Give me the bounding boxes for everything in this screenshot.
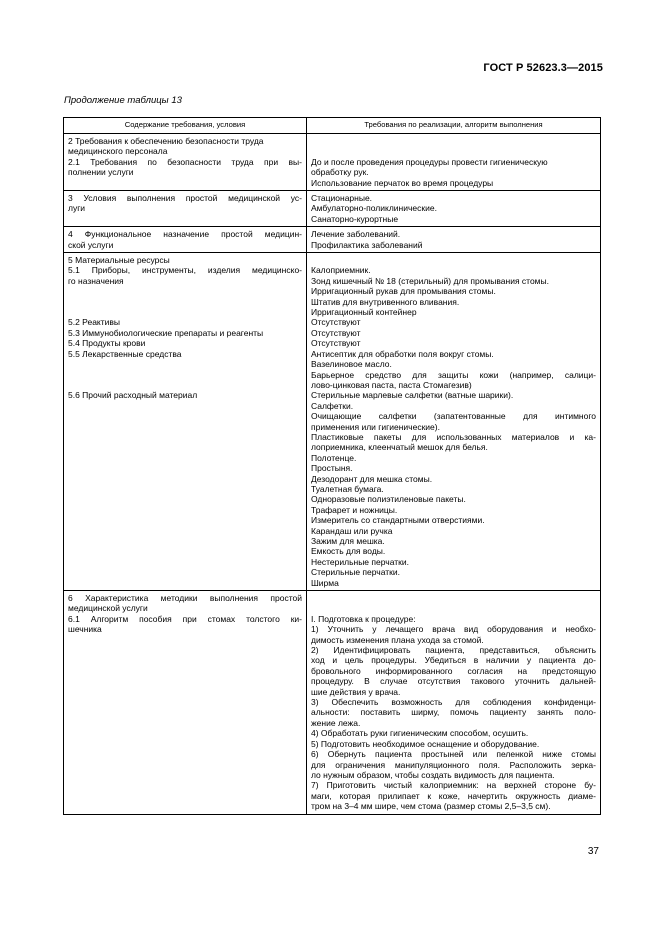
col1-header: Содержание требования, условия xyxy=(64,118,307,134)
cell-line: 4) Обработать руки гигиеническим способом, осушить. xyxy=(311,728,529,739)
cell-line: 5.1 Приборы, инструменты, изделия медицинско- xyxy=(68,265,302,276)
cell-line: медицинской услуги xyxy=(68,603,148,614)
cell-line: Отсутствуют xyxy=(311,327,361,338)
cell-line: луги xyxy=(68,203,86,214)
cell-line: Трафарет и ножницы. xyxy=(311,504,398,515)
cell-line: Салфетки. xyxy=(311,400,354,411)
cell-line: Туалетная бумага. xyxy=(311,483,384,494)
cell-line: Использование перчаток во время процедуры xyxy=(311,177,494,188)
cell-line: лоприемника, клеенчатый мешок для белья. xyxy=(311,442,488,453)
cell-line: До и после проведения процедуры провести гигиеническую xyxy=(311,156,548,167)
row-condition-cell xyxy=(64,253,307,591)
row-requirement-cell xyxy=(307,253,601,591)
cell-line: Барьерное средство для защиты кожи (например, салици- xyxy=(311,369,596,380)
cell-line: Дезодорант для мешка стомы. xyxy=(311,473,433,484)
cell-line: ло нужным образом, чтобы создать видимость для пациента. xyxy=(311,769,555,780)
cell-line: Измеритель со стандартными отверстиями. xyxy=(311,515,485,526)
cell-line: Стационарные. xyxy=(311,193,373,204)
cell-line: медицинского персонала xyxy=(68,146,168,157)
cell-line: I. Подготовка к процедуре: xyxy=(311,613,416,624)
cell-line: Санаторно-курортные xyxy=(311,213,399,224)
cell-line: 2.1 Требования по безопасности труда при вы- xyxy=(68,156,302,167)
table-row xyxy=(64,227,601,253)
col2-header: Требования по реализации, алгоритм выполнения xyxy=(307,118,601,134)
cell-line: 5.2 Реактивы xyxy=(68,317,121,328)
cell-line: 3 Условия выполнения простой медицинской ус- xyxy=(68,193,302,204)
cell-line: Вазелиновое масло. xyxy=(311,359,392,370)
cell-line: ход и цель процедуры. Убедиться в наличии у пациента до- xyxy=(311,655,596,666)
cell-line: 6) Обернуть пациента простыней или пеленкой ниже стомы xyxy=(311,749,596,760)
table-row xyxy=(64,591,601,815)
cell-line: Стерильные перчатки. xyxy=(311,567,400,578)
cell-line: Калоприемник. xyxy=(311,265,371,276)
cell-line: альности: поставить ширму, помочь пациенту занять поло- xyxy=(311,707,596,718)
row-condition-cell xyxy=(64,191,307,227)
cell-line: применения или гигиенические). xyxy=(311,421,440,432)
cell-line: маги, которая прилипает к коже, начертить окружность диаме- xyxy=(311,790,596,801)
cell-line: 7) Приготовить чистый калоприемник: на верхней стороне бу- xyxy=(311,780,596,791)
cell-line: процедуру. В случае отсутствия такового уточнить дальней- xyxy=(311,676,596,687)
cell-line: 6 Характеристика методики выполнения простой xyxy=(68,593,302,604)
cell-line: ской услуги xyxy=(68,239,114,250)
cell-line: Штатив для внутривенного вливания. xyxy=(311,296,460,307)
cell-line: бровольного информированного согласия на предстоящую xyxy=(311,665,596,676)
cell-line: димость изменения плана ухода за стомой. xyxy=(311,634,484,645)
cell-line: шие действия у врача. xyxy=(311,686,401,697)
cell-line: Карандаш или ручка xyxy=(311,525,393,536)
table-caption: Продолжение таблицы 13 xyxy=(64,95,182,106)
cell-line: Стерильные марлевые салфетки (ватные шарики). xyxy=(311,390,514,401)
cell-line: 2) Идентифицировать пациента, представиться, объяснить xyxy=(311,645,596,656)
cell-line: Отсутствуют xyxy=(311,338,361,349)
cell-line: Одноразовые полиэтиленовые пакеты. xyxy=(311,494,466,505)
cell-line: Ширма xyxy=(311,577,339,588)
cell-line: 3) Обеспечить возможность для соблюдения конфиденци- xyxy=(311,697,596,708)
table-row xyxy=(64,134,601,191)
cell-line: жение лежа. xyxy=(311,717,361,728)
cell-line: Пластиковые пакеты для использованных материалов и ка- xyxy=(311,431,596,442)
cell-line: Простыня. xyxy=(311,463,353,474)
table-row xyxy=(64,253,601,591)
cell-line: Амбулаторно-поликлинические. xyxy=(311,203,437,214)
table-row xyxy=(64,191,601,227)
row-condition-cell xyxy=(64,591,307,815)
cell-line: обработку рук. xyxy=(311,167,369,178)
cell-line: Ирригационный контейнер xyxy=(311,307,417,318)
document-id-header: ГОСТ Р 52623.3—2015 xyxy=(483,62,603,74)
cell-line: 5) Подготовить необходимое оснащение и оборудование. xyxy=(311,738,540,749)
row-requirement-cell xyxy=(307,134,601,191)
table-header-row xyxy=(64,118,601,134)
cell-line: 5.5 Лекарственные средства xyxy=(68,348,182,359)
cell-line: лово-цинковая паста, паста Стомагезив) xyxy=(311,379,472,390)
cell-line: 5.6 Прочий расходный материал xyxy=(68,390,198,401)
cell-line: Емкость для воды. xyxy=(311,546,386,557)
cell-line: Очищающие салфетки (запатентованные для интимного xyxy=(311,411,596,422)
cell-line: 5 Материальные ресурсы xyxy=(68,255,170,266)
cell-line: Лечение заболеваний. xyxy=(311,229,401,240)
cell-line: для ограничения манипуляционного поля. Расположить зерка- xyxy=(311,759,596,770)
cell-line: Отсутствуют xyxy=(311,317,361,328)
cell-line: тром на 3–4 мм шире, чем стома (размер стомы 2,5–3,5 см). xyxy=(311,801,551,812)
row-condition-cell xyxy=(64,227,307,253)
cell-line: 4 Функциональное назначение простой медицин- xyxy=(68,229,302,240)
cell-line: Зонд кишечный № 18 (стерильный) для промывания стомы. xyxy=(311,275,549,286)
cell-line: го назначения xyxy=(68,275,124,286)
cell-line: 5.4 Продукты крови xyxy=(68,338,146,349)
requirements-table xyxy=(63,117,601,815)
cell-line: 2 Требования к обеспечению безопасности труда xyxy=(68,136,264,146)
row-condition-cell xyxy=(64,134,307,191)
cell-line: Полотенце. xyxy=(311,452,357,463)
cell-line: Профилактика заболеваний xyxy=(311,239,423,250)
page-number: 37 xyxy=(587,846,599,857)
cell-line: 6.1 Алгоритм пособия при стомах толстого ки- xyxy=(68,613,302,624)
cell-line: Зажим для мешка. xyxy=(311,536,385,546)
row-requirement-cell xyxy=(307,591,601,815)
cell-line: 5.3 Иммунобиологические препараты и реагенты xyxy=(68,327,264,338)
cell-line: Ирригационный рукав для промывания стомы. xyxy=(311,286,496,297)
cell-line: Нестерильные перчатки. xyxy=(311,556,409,567)
cell-line: Антисептик для обработки поля вокруг стомы. xyxy=(311,348,494,359)
cell-line: полнении услуги xyxy=(68,167,134,178)
cell-line: 1) Уточнить у лечащего врача вид оборудования и необхо- xyxy=(311,624,596,635)
row-requirement-cell xyxy=(307,191,601,227)
row-requirement-cell xyxy=(307,227,601,253)
cell-line: шечника xyxy=(68,624,102,635)
